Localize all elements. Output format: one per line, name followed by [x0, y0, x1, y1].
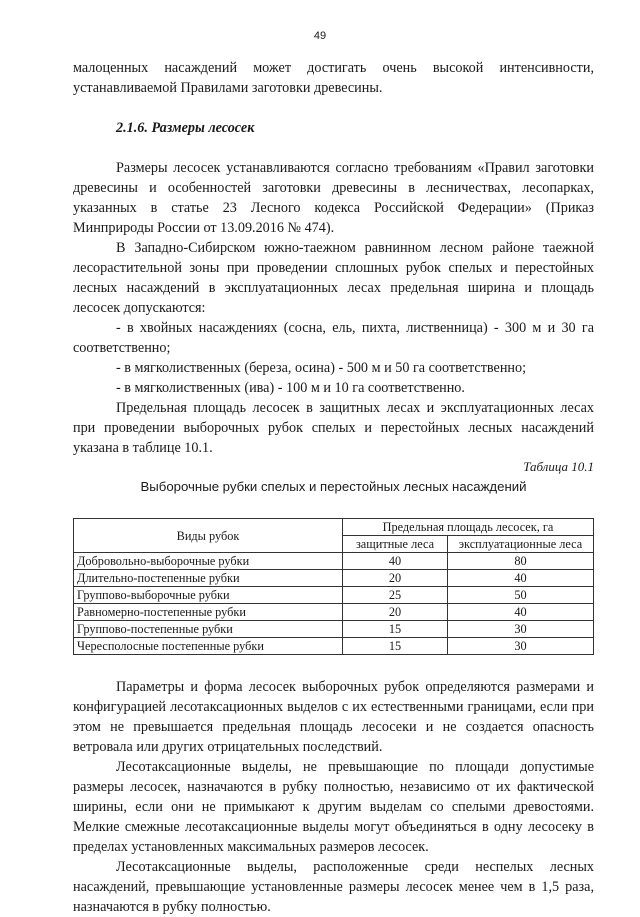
- cell-protective: 40: [343, 553, 448, 570]
- table-row: [74, 587, 594, 604]
- section-heading: 2.1.6. Размеры лесосек: [116, 120, 255, 136]
- page-number: 49: [313, 30, 327, 42]
- cell-exploitation: 50: [448, 587, 594, 604]
- cell-name: Добровольно-выборочные рубки: [74, 553, 343, 570]
- paragraph: Лесотаксационные выделы, не превышающие по площади допустимые размеры лесосек, назначаются в рубку полностью, независимо от их фактической ширины, если они не примыкают к другим выделам со спелыми древостоями. Мелкие смежные лесотаксационные выделы могут объединяться в одну лесосеку в пределах установленных максимальных размеров лесосек.: [73, 759, 594, 855]
- table-number: Таблица 10.1: [523, 459, 594, 474]
- cell-protective: 25: [343, 587, 448, 604]
- cell-exploitation: 40: [448, 570, 594, 587]
- cell-protective: 20: [343, 604, 448, 621]
- paragraph: Параметры и форма лесосек выборочных рубок определяются размерами и конфигурацией лесотаксационных выделов с их естественными границами, если при этом не превышается предельная площадь лесосеки и не создается опасность ветровала или других отрицательных последствий.: [73, 679, 594, 755]
- cut-area-table: [73, 518, 594, 655]
- cell-exploitation: 30: [448, 638, 594, 655]
- list-item: - в мягколиственных (береза, осина) - 500 м и 50 га соответственно;: [116, 360, 527, 376]
- table-row: [74, 621, 594, 638]
- cell-name: Группово-постепенные рубки: [74, 621, 343, 638]
- list-item: - в хвойных насаждениях (сосна, ель, пихта, лиственница) - 300 м и 30 га соответственно;: [73, 320, 594, 356]
- cell-protective: 15: [343, 621, 448, 638]
- cell-protective: 15: [343, 638, 448, 655]
- table-row: [74, 604, 594, 621]
- cell-exploitation: 80: [448, 553, 594, 570]
- paragraph: Предельная площадь лесосек в защитных лесах и эксплуатационных лесах при проведении выборочных рубок спелых и перестойных лесных насаждений указана в таблице 10.1.: [73, 400, 594, 456]
- cell-exploitation: 40: [448, 604, 594, 621]
- table-row: [74, 638, 594, 655]
- header-area: Предельная площадь лесосек, га: [343, 519, 594, 536]
- paragraph: В Западно-Сибирском южно-таежном равнинном лесном районе таежной лесорастительной зоны при проведении сплошных рубок спелых и перестойных лесных насаждений в эксплуатационных лесах предельная ширина и площадь лесосек допускаются:: [73, 240, 594, 316]
- cell-name: Длительно-постепенные рубки: [74, 570, 343, 587]
- header-exploitation: эксплуатационные леса: [448, 536, 594, 553]
- cell-name: Чересполосные постепенные рубки: [74, 638, 343, 655]
- table-caption: Выборочные рубки спелых и перестойных лесных насаждений: [140, 479, 527, 494]
- header-protective: защитные леса: [343, 536, 448, 553]
- list-item: - в мягколиственных (ива) - 100 м и 10 га соответственно.: [116, 380, 465, 396]
- header-cut-type: Виды рубок: [74, 519, 343, 553]
- paragraph: малоценных насаждений может достигать очень высокой интенсивности, устанавливаемой Правилами заготовки древесины.: [73, 60, 594, 96]
- paragraph: Размеры лесосек устанавливаются согласно требованиям «Правил заготовки древесины и особенностей заготовки древесины в лесничествах, лесопарках, указанных в статье 23 Лесного кодекса Российской Федерации» (Приказ Минприроды России от 13.09.2016 № 474).: [73, 160, 594, 236]
- table-row: [74, 570, 594, 587]
- table-row: [74, 553, 594, 570]
- cell-name: Равномерно-постепенные рубки: [74, 604, 343, 621]
- cell-name: Группово-выборочные рубки: [74, 587, 343, 604]
- paragraph: Лесотаксационные выделы, расположенные среди неспелых лесных насаждений, превышающие установленные размеры лесосек менее чем в 1,5 раза, назначаются в рубку полностью.: [73, 859, 594, 915]
- cell-protective: 20: [343, 570, 448, 587]
- page-content: [73, 58, 594, 917]
- cell-exploitation: 30: [448, 621, 594, 638]
